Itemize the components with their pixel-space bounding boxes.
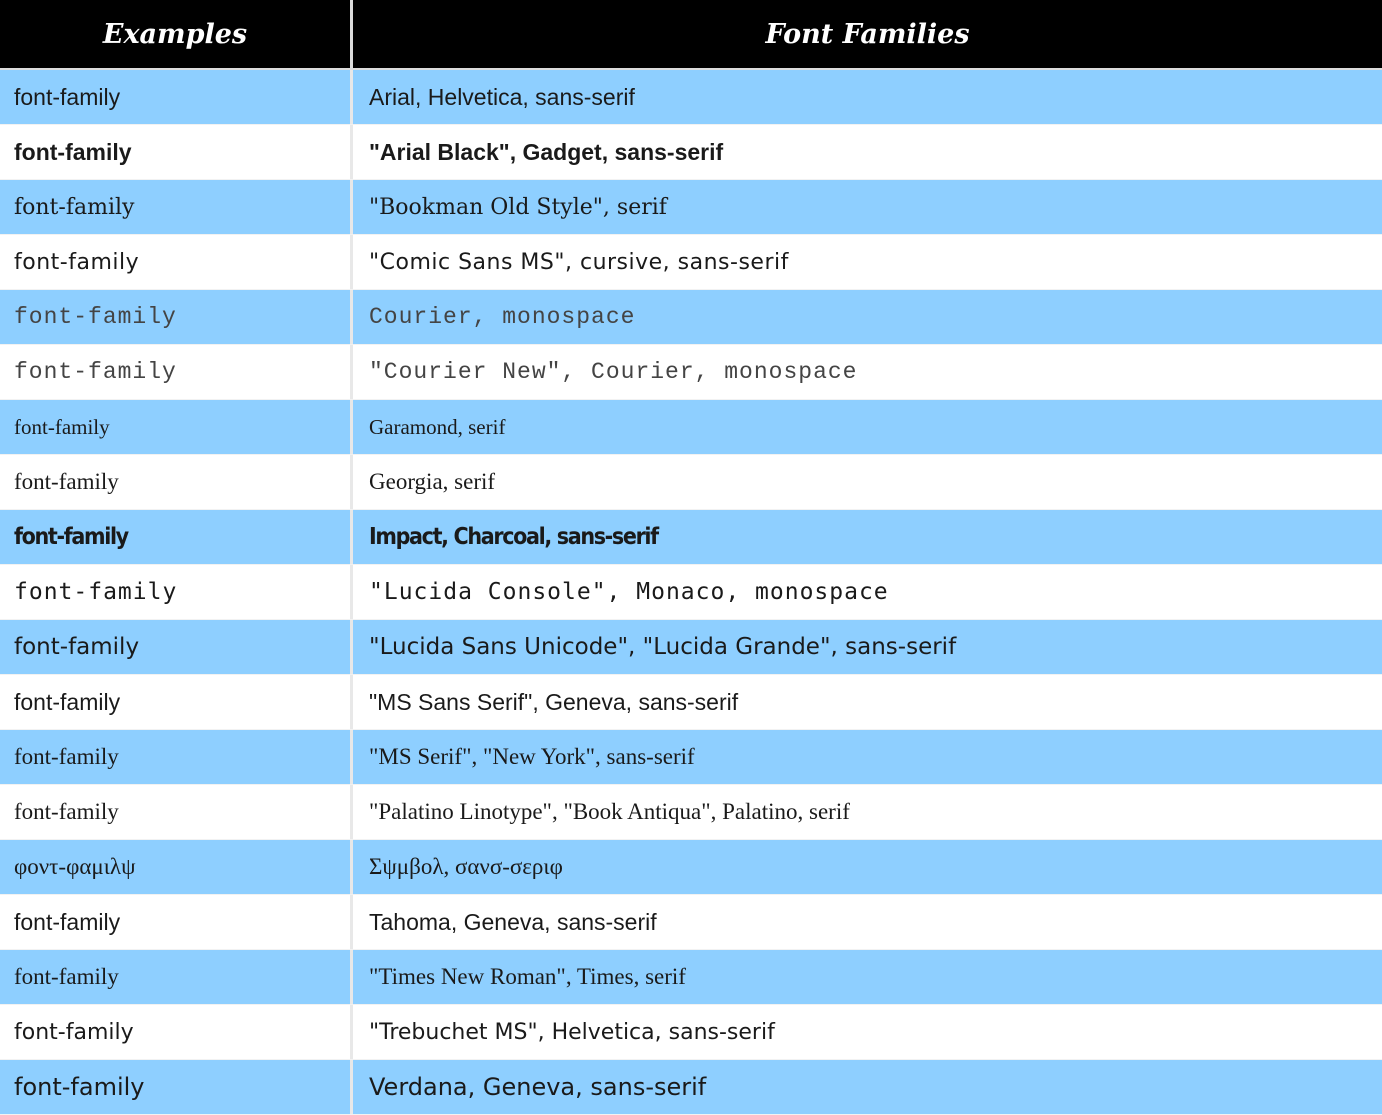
family-cell: Arial, Helvetica, sans-serif bbox=[369, 83, 635, 110]
table-row bbox=[0, 840, 1382, 895]
example-text: font-family bbox=[14, 524, 128, 550]
example-cell: font-family bbox=[0, 950, 353, 1004]
family-cell: "Trebuchet MS", Helvetica, sans-serif bbox=[369, 1019, 775, 1045]
family-cell: Garamond, serif bbox=[369, 414, 506, 439]
header-font-families: Font Families bbox=[765, 18, 970, 50]
family-cell: Σψμβολ, σανσ-σεριφ bbox=[369, 854, 563, 879]
example-cell: font-family bbox=[0, 620, 353, 674]
example-cell: font-family bbox=[0, 1060, 353, 1114]
table-header bbox=[0, 0, 1382, 70]
example-cell: font-family bbox=[0, 895, 353, 949]
example-cell: font-family bbox=[0, 180, 353, 234]
table-row bbox=[0, 235, 1382, 290]
family-cell: Georgia, serif bbox=[369, 469, 496, 494]
table-row bbox=[0, 950, 1382, 1005]
family-cell: Tahoma, Geneva, sans-serif bbox=[369, 908, 657, 935]
family-cell: "Bookman Old Style", serif bbox=[369, 194, 667, 220]
table-row bbox=[0, 730, 1382, 785]
family-cell: "Palatino Linotype", "Book Antiqua", Palatino, serif bbox=[369, 799, 850, 824]
example-cell: font-family bbox=[0, 455, 353, 509]
table-row bbox=[0, 565, 1382, 620]
table-row bbox=[0, 70, 1382, 125]
table-row bbox=[0, 675, 1382, 730]
table-row bbox=[0, 1060, 1382, 1115]
table-row bbox=[0, 510, 1382, 565]
example-cell: font-family bbox=[0, 1005, 353, 1059]
table-row bbox=[0, 620, 1382, 675]
table-row bbox=[0, 290, 1382, 345]
table-row bbox=[0, 400, 1382, 455]
family-cell: "Courier New", Courier, monospace bbox=[369, 359, 858, 385]
family-cell bbox=[353, 510, 1382, 564]
example-cell: font-family bbox=[0, 565, 353, 619]
example-cell: font-family bbox=[0, 730, 353, 784]
example-cell: font-family bbox=[0, 235, 353, 289]
table-row bbox=[0, 785, 1382, 840]
example-cell: font-family bbox=[0, 290, 353, 344]
example-cell: φοντ-φαμιλψ bbox=[0, 840, 353, 894]
family-cell: "Comic Sans MS", cursive, sans-serif bbox=[369, 249, 789, 275]
example-cell: font-family bbox=[0, 675, 353, 729]
table-row bbox=[0, 345, 1382, 400]
example-cell: font-family bbox=[0, 70, 353, 124]
family-cell: "Lucida Sans Unicode", "Lucida Grande", sans-serif bbox=[369, 634, 957, 660]
family-cell: "Lucida Console", Monaco, monospace bbox=[369, 579, 889, 605]
family-cell: "Arial Black", Gadget, sans-serif bbox=[369, 138, 724, 165]
family-cell: "Times New Roman", Times, serif bbox=[369, 964, 686, 989]
table-row bbox=[0, 455, 1382, 510]
header-examples: Examples bbox=[0, 0, 353, 68]
family-cell: "MS Sans Serif", Geneva, sans-serif bbox=[369, 688, 739, 715]
example-cell: font-family bbox=[0, 400, 353, 454]
example-cell: font-family bbox=[0, 345, 353, 399]
example-cell: font-family bbox=[0, 125, 353, 179]
family-text: Impact, Charcoal, sans-serif bbox=[369, 524, 658, 550]
example-cell: font-family bbox=[0, 785, 353, 839]
family-cell: Verdana, Geneva, sans-serif bbox=[369, 1073, 707, 1101]
table-row bbox=[0, 180, 1382, 235]
example-cell bbox=[0, 510, 353, 564]
table-row bbox=[0, 1005, 1382, 1060]
table-row bbox=[0, 125, 1382, 180]
table-row bbox=[0, 895, 1382, 950]
family-cell: "MS Serif", "New York", sans-serif bbox=[369, 744, 695, 769]
family-cell: Courier, monospace bbox=[369, 304, 636, 330]
